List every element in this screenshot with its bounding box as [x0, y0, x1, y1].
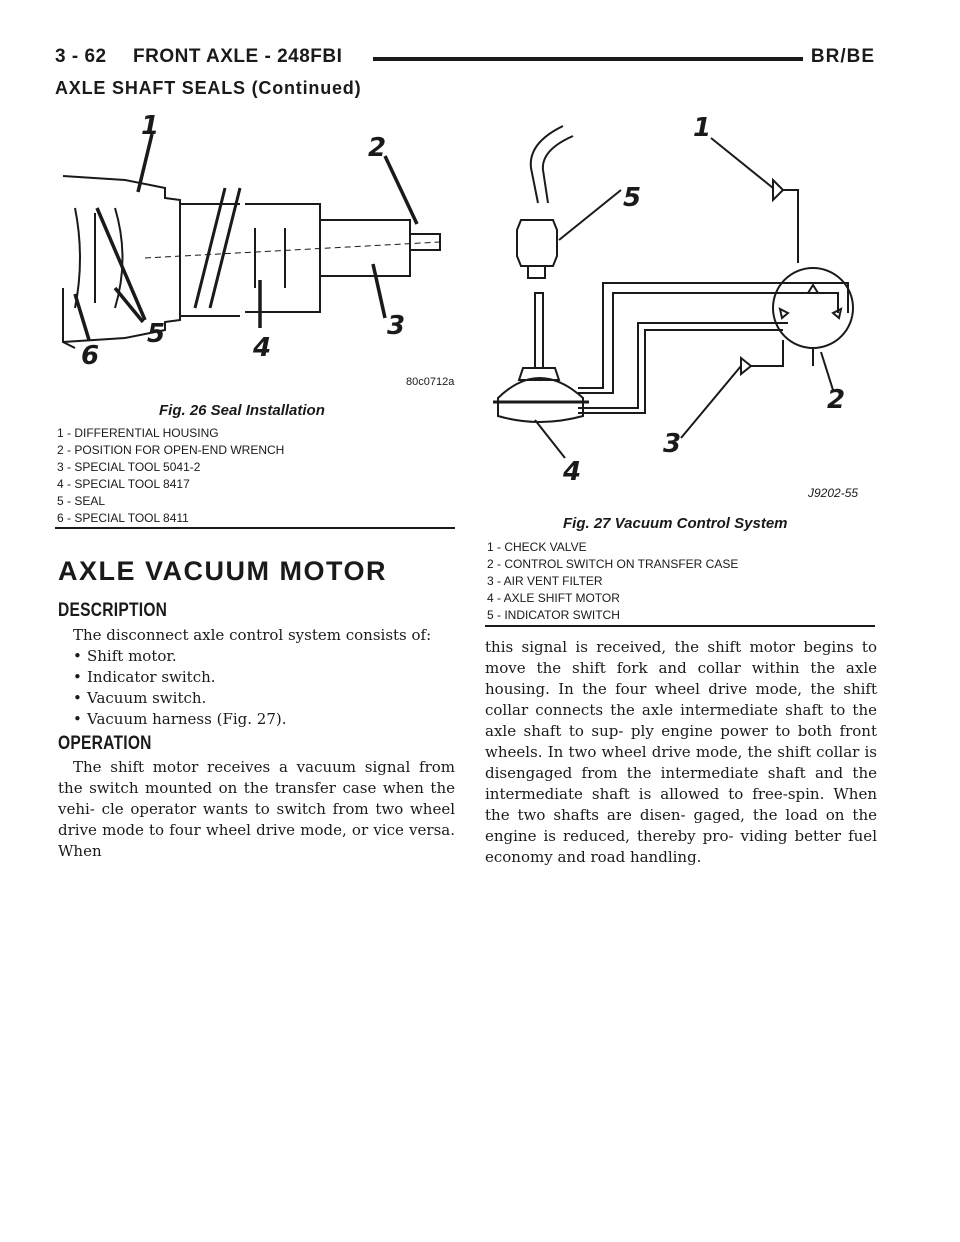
- component-list: [73, 646, 287, 730]
- fig27-legend: [487, 539, 738, 624]
- operation-paragraph-2: this signal is received, the shift motor begins to move the shift fork and collar within the axle housing. In the four wheel drive mode, the shift collar connects the axle intermediate shaft to the axle shaft to sup- ply engine power to both front wheels. In two wheel drive mode, the shift collar is disengaged from the intermediate shaft and the intermediate shaft is allowed to free-spin. When the two shafts are disen- gaged, the load on the engine is reduced, thereby pro- viding better fuel economy and road handling.: [485, 638, 877, 866]
- model-code: BR/BE: [810, 46, 875, 67]
- page-header: [55, 46, 875, 74]
- fig27-callout-1: 1: [693, 113, 712, 143]
- fig26-callout-4: 4: [253, 333, 272, 363]
- fig27-rule: [485, 625, 875, 627]
- fig27-code: J9202-55: [808, 486, 859, 500]
- fig26-legend-item: 5 - SEAL: [57, 494, 106, 508]
- fig26-callout-2: 2: [368, 133, 387, 163]
- fig27-callout-4: 4: [563, 457, 582, 483]
- list-item: • Vacuum switch.: [73, 689, 207, 707]
- fig27-illustration: [483, 108, 878, 483]
- description-heading: DESCRIPTION: [58, 600, 168, 621]
- operation-paragraph-1: The shift motor receives a vacuum signal from the switch mounted on the transfer case when the vehi- cle operator wants to switch from two wheel drive mode to four wheel drive mode, or vice versa. When: [58, 758, 455, 860]
- fig26-legend-item: 1 - DIFFERENTIAL HOUSING: [57, 426, 219, 440]
- fig27-legend-item: 3 - AIR VENT FILTER: [487, 574, 603, 588]
- fig27-callout-2: 2: [827, 385, 846, 415]
- description-intro: The disconnect axle control system consists of:: [73, 626, 432, 644]
- page-number: 3 - 62: [55, 46, 107, 67]
- fig26-legend-item: 6 - SPECIAL TOOL 8411: [57, 511, 189, 525]
- header-rule: [373, 57, 803, 61]
- section-heading: AXLE VACUUM MOTOR: [58, 556, 387, 586]
- fig27-legend-item: 4 - AXLE SHIFT MOTOR: [487, 591, 620, 605]
- fig27-legend-item: 2 - CONTROL SWITCH ON TRANSFER CASE: [487, 557, 739, 571]
- operation-heading: OPERATION: [58, 733, 152, 754]
- fig26-callout-1: 1: [141, 111, 160, 141]
- fig27-legend-item: 1 - CHECK VALVE: [487, 540, 587, 554]
- fig27-legend-item: 5 - INDICATOR SWITCH: [487, 608, 620, 622]
- list-item: • Shift motor.: [73, 647, 177, 665]
- fig26-legend-item: 2 - POSITION FOR OPEN-END WRENCH: [57, 443, 285, 457]
- fig26-code: 80c0712a: [406, 376, 455, 388]
- fig27-caption: Fig. 27 Vacuum Control System: [563, 515, 788, 532]
- fig26-caption: Fig. 26 Seal Installation: [159, 402, 325, 419]
- fig26-callout-3: 3: [387, 311, 406, 341]
- fig26-legend-item: 4 - SPECIAL TOOL 8417: [57, 477, 190, 491]
- fig26-legend: [57, 425, 284, 527]
- list-item: • Vacuum harness (Fig. 27).: [73, 710, 287, 728]
- fig26-legend-item: 3 - SPECIAL TOOL 5041-2: [57, 460, 201, 474]
- fig27-callout-3: 3: [663, 429, 682, 459]
- fig26-callout-5: 5: [147, 319, 166, 349]
- continued-heading: AXLE SHAFT SEALS (Continued): [55, 78, 362, 98]
- fig26-illustration: [55, 108, 450, 400]
- fig26-callout-6: 6: [81, 341, 100, 371]
- fig26-rule: [55, 527, 455, 529]
- section-title: FRONT AXLE - 248FBI: [133, 46, 343, 67]
- list-item: • Indicator switch.: [73, 668, 216, 686]
- fig27-callout-5: 5: [623, 183, 642, 213]
